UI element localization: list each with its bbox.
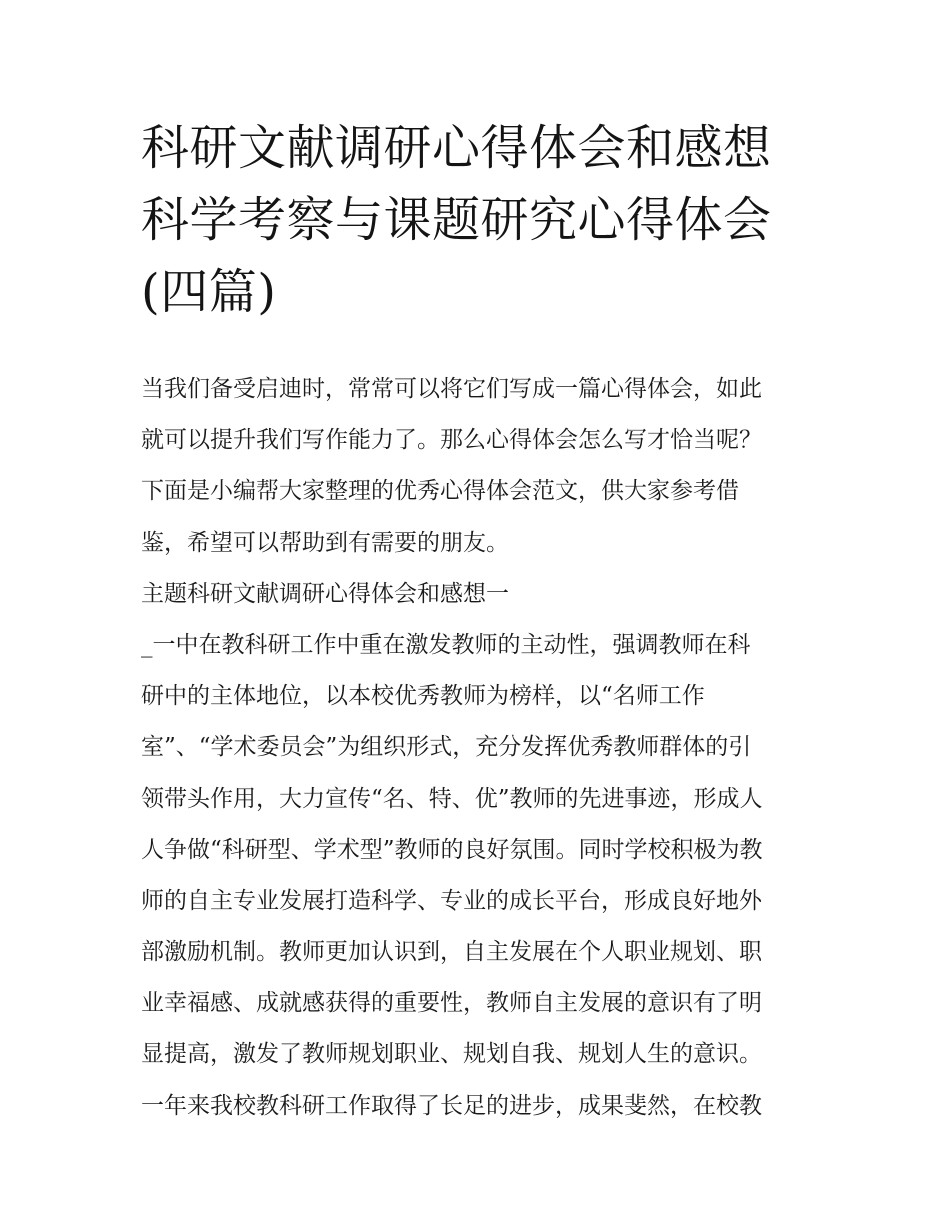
body-line: 室”、“学术委员会”为组织形式，充分发挥优秀教师群体的引	[141, 734, 752, 761]
document-body	[141, 364, 821, 1132]
body-line: 领带头作用，大力宣传“名、特、优”教师的先进事迹，形成人	[141, 785, 763, 812]
document-title	[141, 112, 821, 328]
title-line-2: 科学考察与课题研究心得体会	[141, 192, 772, 248]
body-line: 一年来我校教科研工作取得了长足的进步，成果斐然，在校教	[141, 1092, 762, 1119]
body-line: 当我们备受启迪时，常常可以将它们写成一篇心得体会，如此	[141, 376, 762, 402]
body-line: 业幸福感、成就感获得的重要性，教师自主发展的意识有了明	[141, 990, 762, 1017]
body-line: 师的自主专业发展打造科学、专业的成长平台，形成良好地外	[141, 887, 762, 914]
body-line: 就可以提升我们写作能力了。那么心得体会怎么写才恰当呢？	[141, 427, 762, 454]
body-line: _一中在教科研工作中重在激发教师的主动性，强调教师在科	[141, 631, 751, 658]
title-line-1: 科研文献调研心得体会和感想	[141, 120, 772, 176]
body-line: 部激励机制。教师更加认识到，自主发展在个人职业规划、职	[141, 939, 762, 966]
title-line-3: (四篇)	[141, 264, 277, 320]
body-line: 人争做“科研型、学术型”教师的良好氛围。同时学校积极为教	[141, 836, 763, 863]
body-line: 研中的主体地位，以本校优秀教师为榜样，以“名师工作	[141, 683, 705, 710]
section-heading: 主题科研文献调研心得体会和感想一	[141, 580, 509, 607]
body-line: 显提高，激发了教师规划职业、规划自我、规划人生的意识。	[141, 1041, 762, 1068]
body-line: 下面是小编帮大家整理的优秀心得体会范文，供大家参考借	[141, 478, 739, 505]
body-line: 鉴，希望可以帮助到有需要的朋友。	[141, 529, 509, 556]
document-page	[141, 112, 821, 1132]
